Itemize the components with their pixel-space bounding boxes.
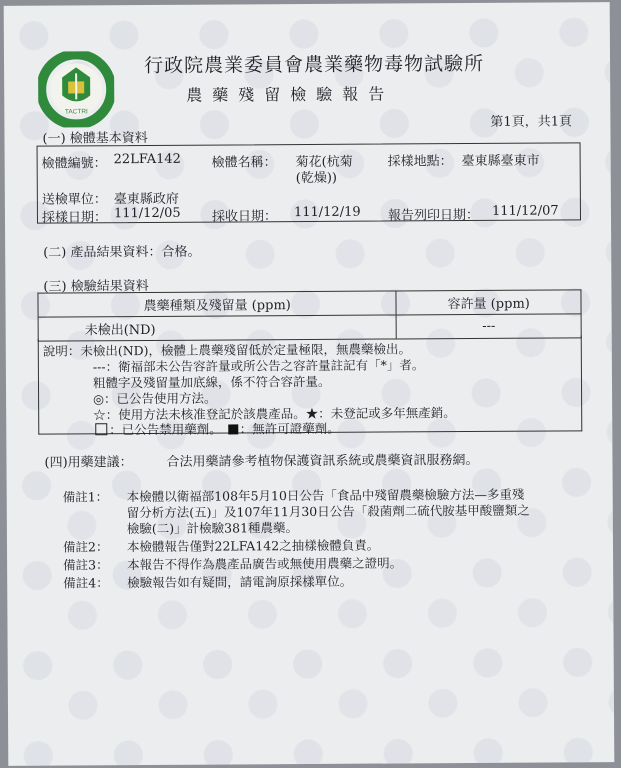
tolerance-value: --- [396,314,581,339]
note-line: ---：衛福部未公告容許量或所公告之容許量註記有「*」者。 [92,357,425,375]
empty-square-icon [95,423,107,435]
remark-label: 備註1： [62,489,109,505]
print-date: 111/12/07 [491,203,559,219]
note-line-banned [93,419,340,439]
sample-name-line1: 菊花(杭菊 [295,154,353,171]
print-date-label: 報告列印日期： [387,207,480,224]
submitter: 臺東縣政府 [113,191,179,208]
result-value: 未檢出(ND) [38,315,397,341]
note-line: 粗體字及殘留量加底線，係不符合容許量。 [92,373,331,391]
sample-name-label: 檢體名稱： [211,155,277,171]
note-line: ☆：使用方法未核准登記於該農產品。★：未登記或多年無產銷。 [93,405,456,423]
note-line: ◎：已公告使用方法。 [93,390,217,407]
sample-id-label: 檢體編號： [41,156,107,172]
page-info: 第1頁，共1頁 [490,114,572,130]
remark-label: 備註4： [63,575,109,591]
remark-line: 本檢體報告僅對22LFA142之抽樣檢體負責。 [126,537,380,555]
section4-heading: (四)用藥建議： [44,455,133,471]
remark-line: 本報告不得作為農產品廣告或無使用農藥之證明。 [127,555,403,573]
tactri-logo [38,51,114,127]
report-title: 農藥殘留檢驗報告 [186,84,395,105]
remark-line: 檢驗報告如有疑問，請電詢原採樣單位。 [127,573,353,591]
section4-text: 合法用藥請參考植物保護資訊系統或農藥資訊服務網。 [166,452,479,470]
note-banned-text: ：已公告禁用藥劑。 [109,421,222,438]
sample-id: 22LFA142 [113,151,181,168]
sample-location: 臺東縣臺東市 [461,153,540,170]
sample-info-box [37,142,581,226]
filled-square-icon [228,424,238,434]
remark-line: 本檢體以衛福部108年5月10日公告「食品中殘留農藥檢驗方法—多重殘 [126,486,525,505]
sampling-date-label: 採樣日期： [41,210,108,226]
table-header-row [38,290,581,317]
remark-line: 檢驗(二)」計檢驗381種農藥。 [126,520,299,537]
remark-label: 備註2： [62,539,109,555]
institute-name: 行政院農業委員會農業藥物毒物試驗所 [143,52,485,78]
sample-name-line2: (乾燥)) [295,170,338,187]
received-date: 111/12/19 [293,204,361,221]
section2-heading: (二) 產品結果資料：合格。 [43,244,201,261]
sample-location-label: 採樣地點： [387,154,453,170]
remark-label: 備註3： [63,557,109,573]
logo-text: TACTRI [64,108,88,116]
legend-notes [38,335,583,438]
note-line: 說明：未檢出(ND)，檢體上農藥殘留低於定量極限，無農藥檢出。 [42,341,412,359]
section1-heading: (一) 檢體基本資料 [42,130,148,147]
note-unlicensed-text: ：無許可證藥劑。 [239,420,340,437]
submitter-label: 送檢單位： [41,192,107,208]
results-table [37,289,581,341]
col-pesticide-header: 農藥種類及殘留量 (ppm) [38,291,397,317]
report-sheet [4,2,615,766]
col-tolerance-header: 容許量 (ppm) [396,290,581,315]
section3-heading: (三) 檢驗結果資料 [43,278,149,295]
remark-line: 留分析方法(五)」及107年11月30日公告「殺菌劑二硫代胺基甲酸鹽類之 [126,502,530,521]
sampling-date: 111/12/05 [113,205,181,222]
received-date-label: 採收日期： [211,209,278,225]
